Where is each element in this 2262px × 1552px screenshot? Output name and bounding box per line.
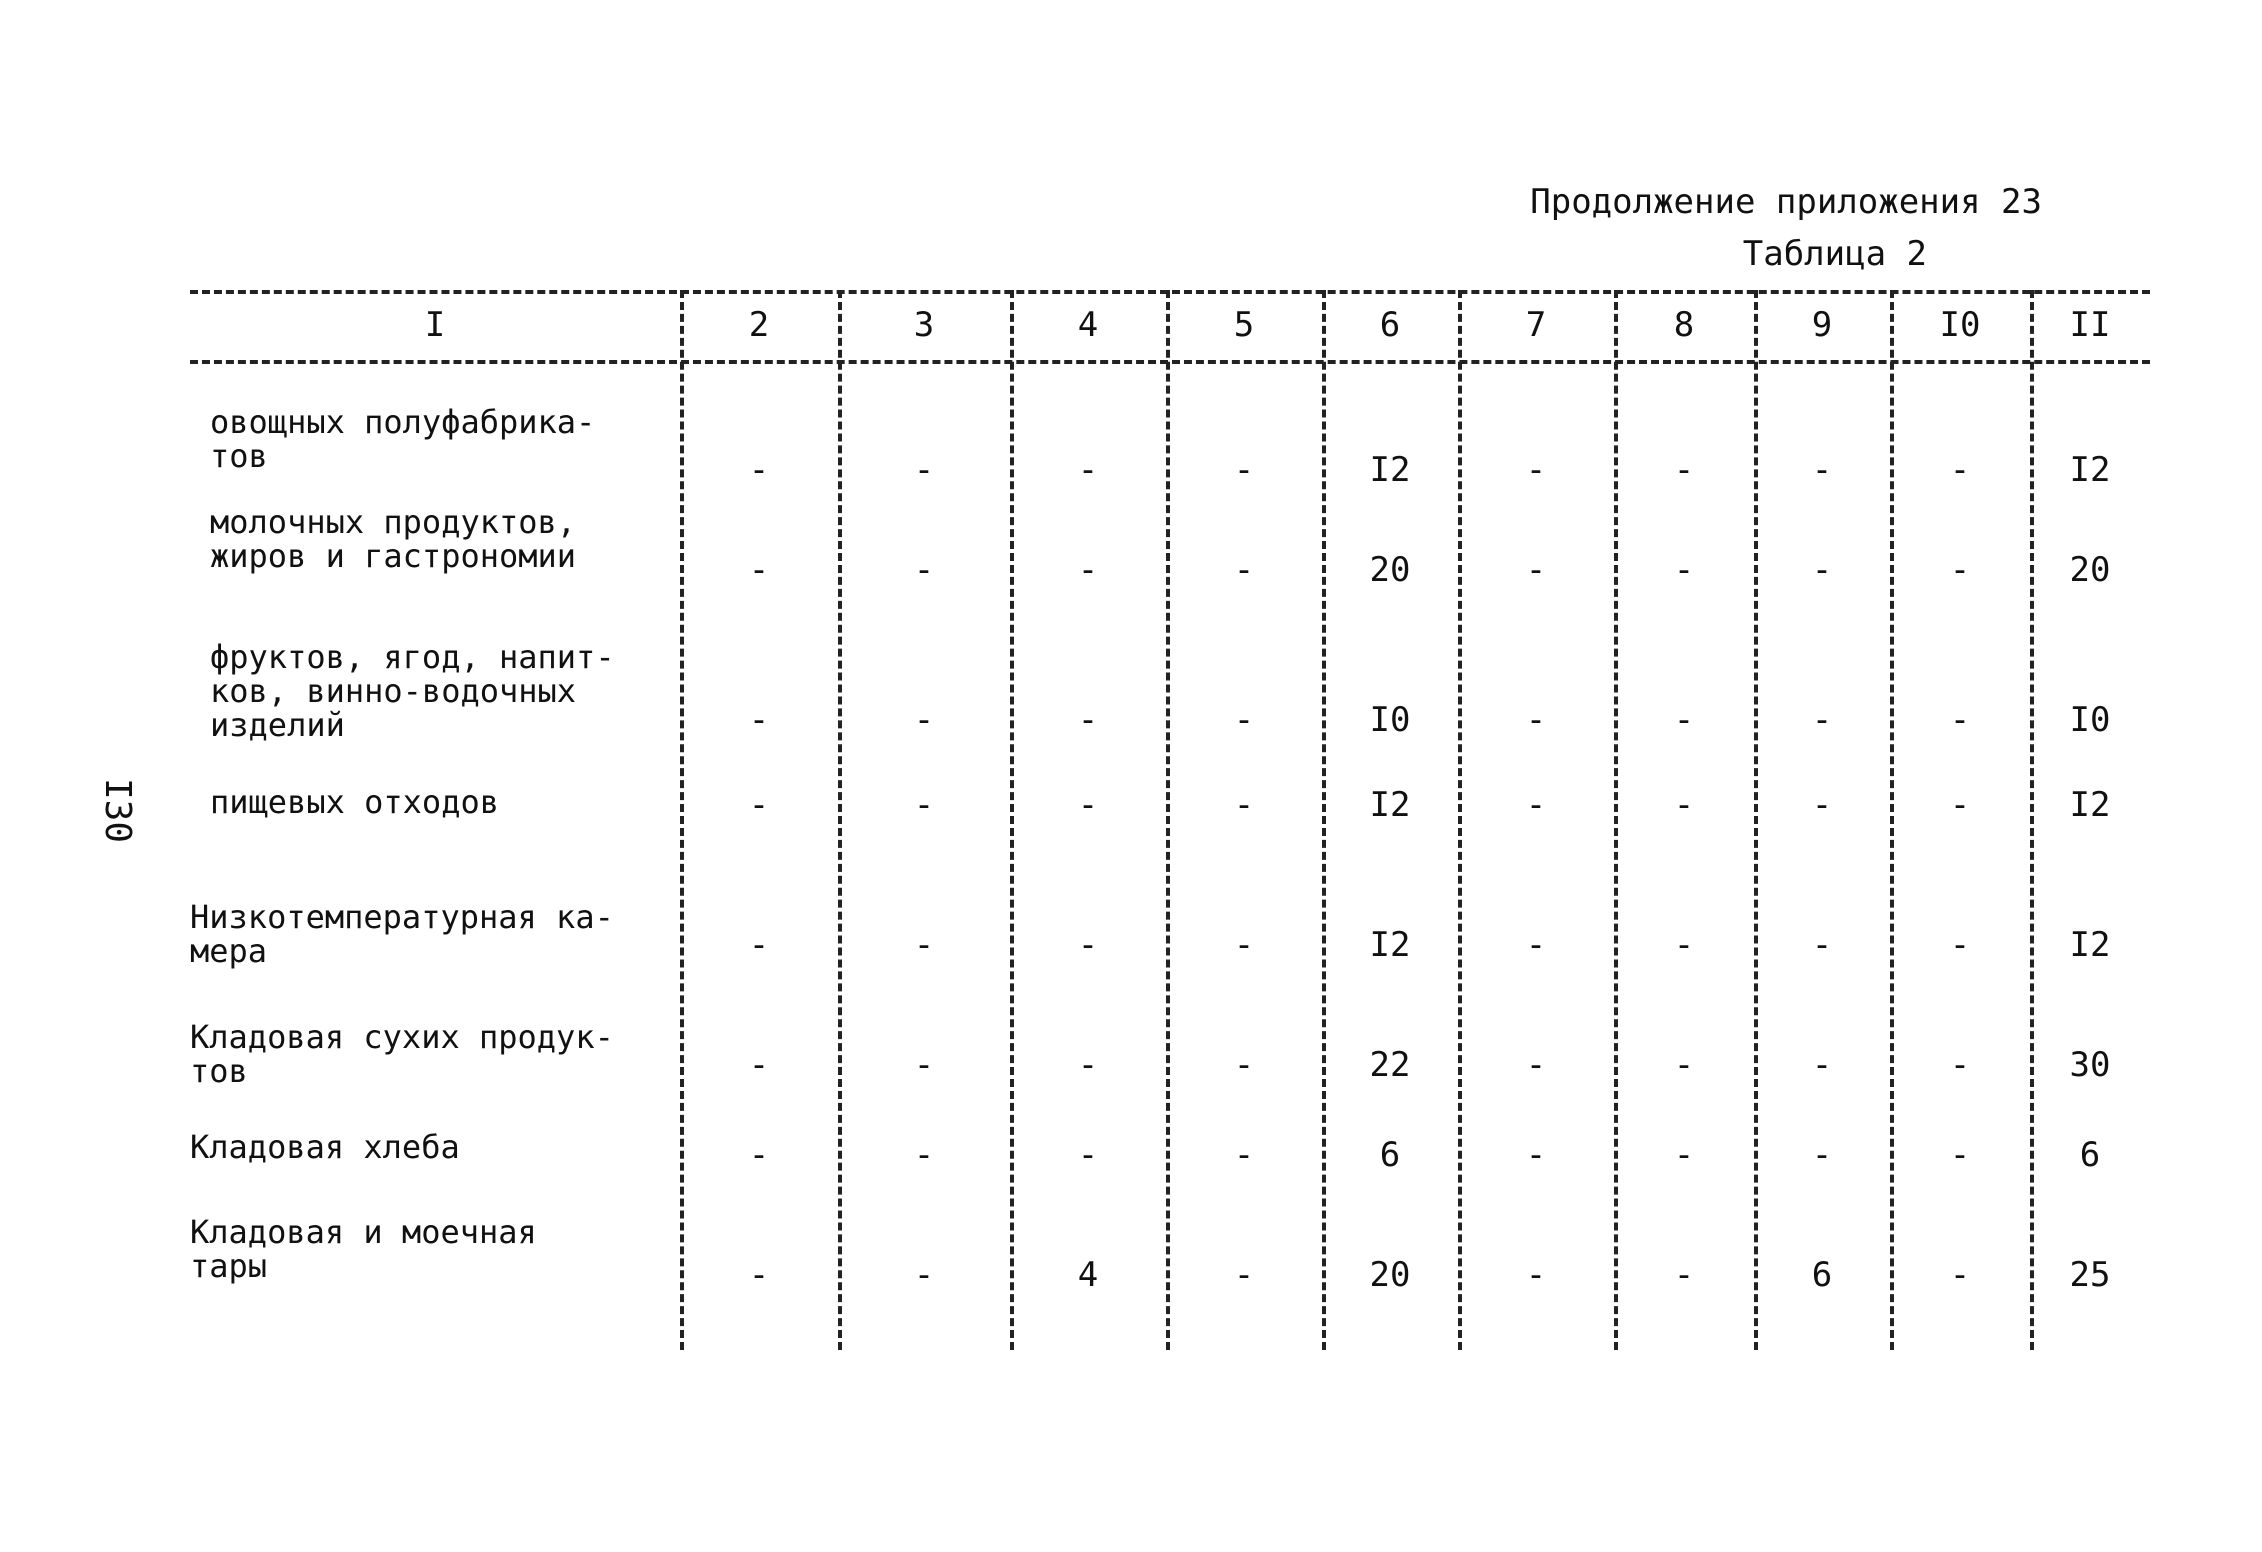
table-cell: - <box>1811 1045 1833 1085</box>
table-cell: 6 <box>1379 1135 1401 1175</box>
table-cell: 22 <box>1369 1045 1411 1085</box>
table-cell: 4 <box>1077 1255 1099 1295</box>
row-label: овощных полуфабрика- тов <box>210 403 596 475</box>
table-cell: - <box>1949 785 1971 825</box>
column-header: I0 <box>1939 305 1981 345</box>
table-cell: I0 <box>2069 700 2111 740</box>
table-cell: - <box>913 550 935 590</box>
table-cell: 6 <box>2079 1135 2101 1175</box>
table-cell: I2 <box>2069 925 2111 965</box>
table-cell: - <box>1811 1135 1833 1175</box>
table-cell: - <box>748 700 770 740</box>
table-cell: - <box>1811 550 1833 590</box>
table-cell: 20 <box>1369 1255 1411 1295</box>
column-header: 7 <box>1525 305 1547 345</box>
table-cell: - <box>1949 550 1971 590</box>
table-cell: - <box>1525 1045 1547 1085</box>
column-header: 6 <box>1379 305 1401 345</box>
table-cell: I2 <box>1369 450 1411 490</box>
table-cell: - <box>1673 1045 1695 1085</box>
column-header: 3 <box>913 305 935 345</box>
table-cell: - <box>1949 1255 1971 1295</box>
data-table <box>190 290 2150 1350</box>
column-header: 5 <box>1233 305 1255 345</box>
table-cell: - <box>1077 700 1099 740</box>
table-cell: - <box>748 1045 770 1085</box>
table-cell: - <box>1233 1045 1255 1085</box>
table-cell: 20 <box>1369 550 1411 590</box>
table-title: Таблица 2 <box>1742 234 1927 274</box>
table-cell: - <box>1077 550 1099 590</box>
table-cell: - <box>1525 1255 1547 1295</box>
table-cell: I2 <box>2069 785 2111 825</box>
page-number: I30 <box>97 777 139 844</box>
column-header: I <box>424 305 446 345</box>
row-label: молочных продуктов, жиров и гастрономии <box>210 503 577 575</box>
table-cell: - <box>1673 925 1695 965</box>
table-cell: - <box>1233 1135 1255 1175</box>
table-cell: - <box>1077 1045 1099 1085</box>
table-cell: 30 <box>2069 1045 2111 1085</box>
row-label: Кладовая хлеба <box>190 1128 460 1166</box>
table-cell: - <box>1673 700 1695 740</box>
table-cell: - <box>748 785 770 825</box>
table-cell: - <box>1811 450 1833 490</box>
column-header: 8 <box>1673 305 1695 345</box>
table-cell: - <box>748 1135 770 1175</box>
table-cell: - <box>1811 925 1833 965</box>
table-cell: - <box>1811 700 1833 740</box>
table-cell: - <box>1233 700 1255 740</box>
row-label: фруктов, ягод, напит- ков, винно-водочных изделий <box>210 638 615 744</box>
table-cell: - <box>913 1045 935 1085</box>
table-cell: - <box>1233 450 1255 490</box>
table-cell: I2 <box>1369 785 1411 825</box>
column-header: 4 <box>1077 305 1099 345</box>
table-cell: - <box>1949 700 1971 740</box>
table-cell: - <box>1233 1255 1255 1295</box>
table-cell: - <box>913 1135 935 1175</box>
table-cell: I2 <box>2069 450 2111 490</box>
column-header: 2 <box>748 305 770 345</box>
table-cell: - <box>913 700 935 740</box>
row-label: Низкотемпературная ка- мера <box>190 898 614 970</box>
table-cell: - <box>1949 925 1971 965</box>
table-cell: - <box>1949 1045 1971 1085</box>
table-cell: - <box>1077 1135 1099 1175</box>
table-cell: - <box>1811 785 1833 825</box>
table-cell: - <box>1077 785 1099 825</box>
table-cell: 6 <box>1811 1255 1833 1295</box>
table-cell: - <box>913 450 935 490</box>
row-label: Кладовая сухих продук- тов <box>190 1018 614 1090</box>
table-cell: - <box>1949 1135 1971 1175</box>
table-cell: - <box>1673 1255 1695 1295</box>
table-cell: - <box>1233 925 1255 965</box>
table-cell: - <box>1233 550 1255 590</box>
column-header: II <box>2069 305 2111 345</box>
row-label: пищевых отходов <box>210 783 499 821</box>
table-cell: - <box>913 1255 935 1295</box>
table-top-rule <box>190 290 2150 294</box>
table-cell: I2 <box>1369 925 1411 965</box>
table-cell: - <box>1673 450 1695 490</box>
table-cell: - <box>1525 925 1547 965</box>
table-cell: - <box>1949 450 1971 490</box>
column-header: 9 <box>1811 305 1833 345</box>
table-cell: - <box>1525 785 1547 825</box>
table-cell: - <box>1673 1135 1695 1175</box>
table-cell: - <box>748 450 770 490</box>
table-cell: - <box>1673 550 1695 590</box>
table-cell: 25 <box>2069 1255 2111 1295</box>
table-cell: - <box>748 925 770 965</box>
table-cell: 20 <box>2069 550 2111 590</box>
table-cell: - <box>1077 925 1099 965</box>
table-cell: - <box>1673 785 1695 825</box>
table-header-rule <box>190 360 2150 364</box>
table-cell: - <box>1525 700 1547 740</box>
table-cell: - <box>748 1255 770 1295</box>
table-cell: - <box>913 925 935 965</box>
table-cell: - <box>1233 785 1255 825</box>
table-cell: - <box>1525 1135 1547 1175</box>
table-cell: I0 <box>1369 700 1411 740</box>
table-cell: - <box>913 785 935 825</box>
appendix-continuation-title: Продолжение приложения 23 <box>1530 182 2042 222</box>
table-cell: - <box>1077 450 1099 490</box>
table-cell: - <box>1525 550 1547 590</box>
row-label: Кладовая и моечная тары <box>190 1213 537 1285</box>
table-cell: - <box>1525 450 1547 490</box>
table-cell: - <box>748 550 770 590</box>
